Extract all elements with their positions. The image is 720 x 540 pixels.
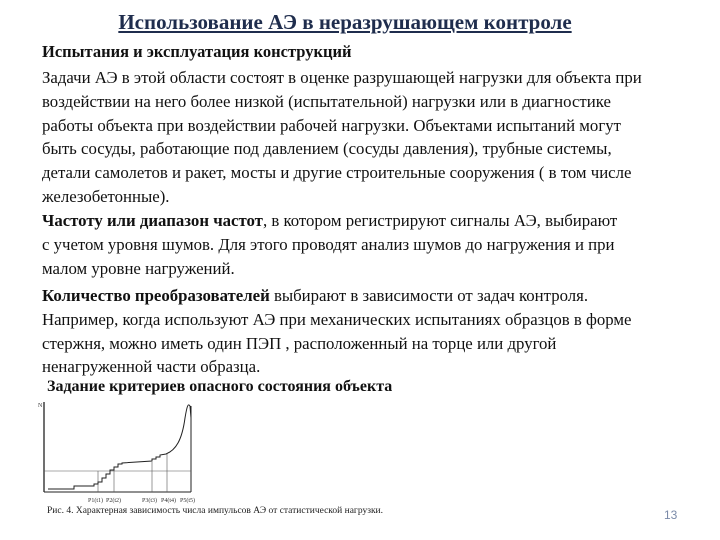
text-line: с учетом уровня шумов. Для этого проводят анализ шумов до нагружения и при: [42, 234, 615, 254]
ae-count-figure: [36, 398, 206, 506]
y-axis-label: N: [38, 403, 43, 409]
x-tick-label: P3(t3): [142, 498, 157, 504]
paragraph-tasks: [42, 66, 642, 209]
paragraph-frequency: [42, 209, 617, 280]
text-line: работы объекта при воздействии рабочей нагрузки. Объектами испытаний могут: [42, 115, 621, 135]
bold-term: Количество преобразователей: [42, 286, 270, 305]
x-tick-label: P1(t1): [88, 498, 103, 504]
text-line: малом уровне нагружений.: [42, 258, 235, 278]
text-line: воздействии на него более низкой (испытательной) нагрузки или в диагностике: [42, 91, 611, 111]
text-line: стержня, можно иметь один ПЭП , расположенный на торце или другой: [42, 333, 557, 353]
text-line: [42, 209, 617, 233]
text-line: [42, 284, 631, 308]
text-span: выбирают в зависимости от задач контроля.: [269, 286, 589, 305]
section-subtitle: Испытания и эксплуатация конструкций: [42, 42, 352, 61]
text-span: , в котором регистрируют сигналы АЭ, выбирают: [262, 211, 618, 230]
text-line: быть сосуды, работающие под давлением (сосуды давления), трубные системы,: [42, 139, 612, 159]
slide-title: Использование АЭ в неразрушающем контроле: [118, 10, 572, 34]
text-line: Задачи АЭ в этой области состоят в оценке разрушающей нагрузки для объекта при: [42, 68, 642, 87]
page-number: 13: [664, 508, 678, 522]
text-line: ненагруженной части образца.: [42, 357, 261, 377]
x-tick-label: P5(t5): [180, 498, 195, 504]
text-line: Например, когда используют АЭ при механических испытаниях образцов в форме: [42, 309, 632, 329]
text-line: железобетонные).: [42, 186, 170, 206]
x-tick-label: P2(t2): [106, 498, 121, 504]
paragraph-transducers: [42, 284, 631, 379]
section-heading: Задание критериев опасного состояния объекта: [47, 378, 393, 395]
figure-caption: Рис. 4. Характерная зависимость числа импульсов АЭ от статистической нагрузки.: [47, 506, 384, 516]
ae-count-curve: [48, 405, 191, 489]
x-tick-label: P4(t4): [161, 498, 176, 504]
bold-term: Частоту или диапазон частот: [42, 211, 263, 230]
text-line: детали самолетов и ракет, мосты и другие строительные сооружения ( в том числе: [42, 163, 632, 183]
